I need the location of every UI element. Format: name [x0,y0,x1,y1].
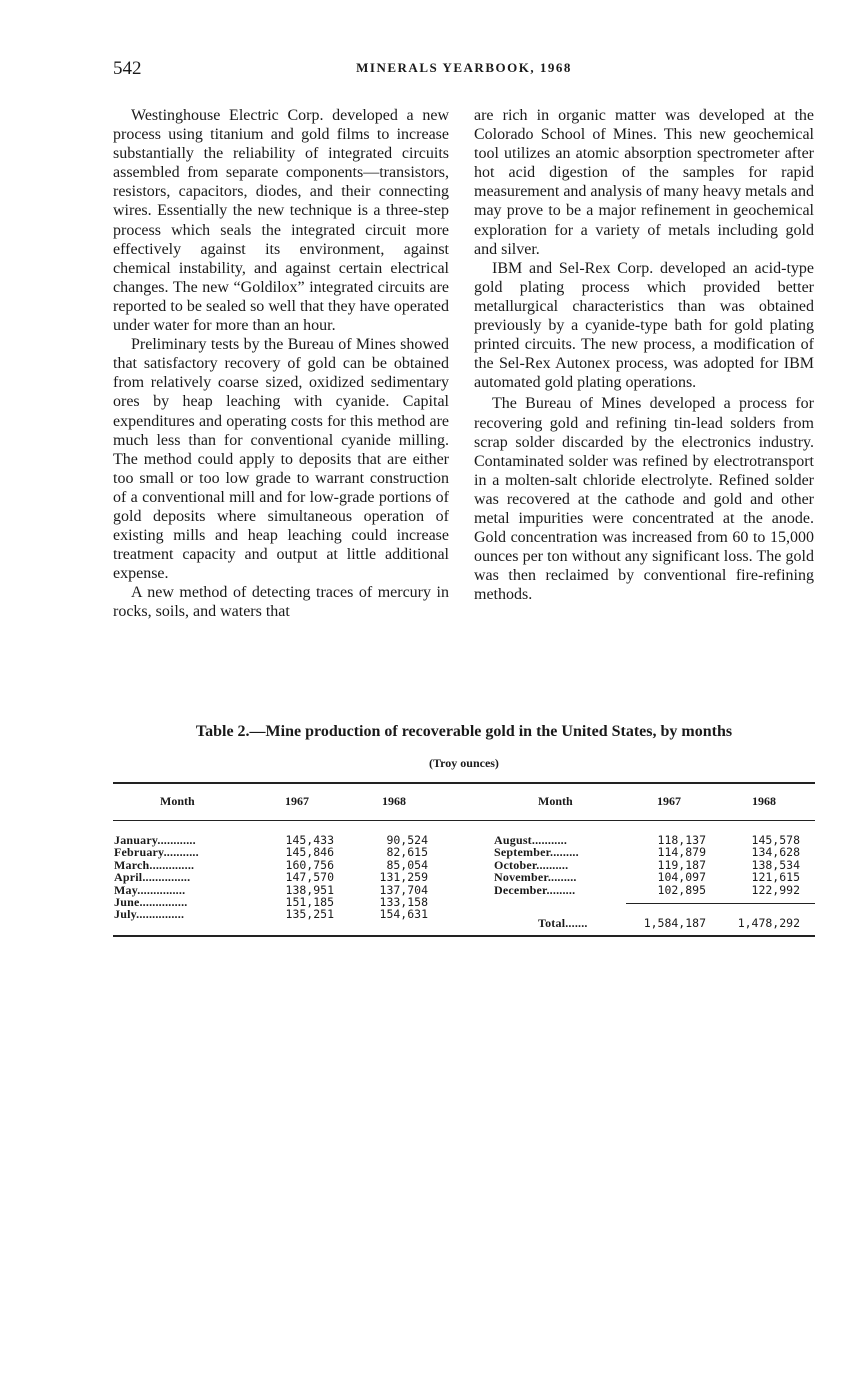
total-rule [626,903,815,904]
table-row-month: July............... [114,907,185,922]
table-cell-1968: 90,524 [386,833,428,847]
right-text-column [474,106,814,604]
page-header [113,58,815,80]
table-row-month: March.............. [114,857,195,872]
paragraph-westinghouse: Westinghouse Electric Corp. developed a new process using titanium and gold films to increase substantially the reliability of integrated circuits assembled from separate components—transistors, resistors, capacitors, diodes, and their connecting wires. Essentially the new technique is a three-step process which seals the integrated circuit more effectively against its environment, against chemical instability, and against certain electrical changes. The new “Goldilox” integrated circuits are reported to be sealed so well that they have operated under water for more than an hour. [113,107,449,335]
paragraph-heap-leaching: Preliminary tests by the Bureau of Mines showed that satisfactory recovery of gold can be obtained from relatively coarse sized, oxidized sedimentary ores by heap leaching with cyanide. Capital expenditures and operating costs for this method are much less than for conventional cyanide milling. The method could apply to deposits that are either too small or too low grade to warrant construction of a conventional mill and for low-grade portions of gold deposits where simultaneous operation of existing mills and heap leaching could increase treatment capacity and output at little additional expense. [113,336,449,583]
header-1967-left: 1967 [285,794,309,808]
table-cell-1968: 154,631 [379,907,428,922]
table-cell-1967: 145,846 [285,845,334,860]
table-cell-1967: 104,097 [657,870,706,885]
table-cell-1967: 147,570 [285,870,334,885]
header-month-left: Month [160,794,195,808]
table-row-month: June............... [114,895,188,909]
table-cell-1968: 82,615 [386,845,428,860]
header-month-right: Month [538,794,573,808]
header-1968-left: 1968 [382,794,406,808]
table-row-month: October.......... [494,857,569,872]
table-cell-1967: 135,251 [285,907,334,922]
total-label: Total....... [538,916,588,931]
total-1968: 1,478,292 [737,916,800,931]
table-cell-1968: 121,615 [751,870,800,885]
running-title: MINERALS YEARBOOK, 1968 [356,60,572,75]
table-row-month: August........... [494,833,568,847]
table-cell-1967: 151,185 [285,895,334,909]
table-cell-1968: 137,704 [379,882,428,897]
table-cell-1968: 133,158 [379,895,428,909]
table-row-month: December......... [494,882,576,897]
table-cell-1968: 134,628 [751,845,800,860]
page-number: 542 [113,58,142,79]
table-cell-1967: 114,879 [657,845,706,860]
paragraph-mercury-detection: A new method of detecting traces of mercury in rocks, soils, and waters that [113,584,449,621]
header-1967-right: 1967 [657,794,681,808]
paragraph-mercury-continued: are rich in organic matter was developed at the Colorado School of Mines. This new geochemical tool utilizes an atomic absorption spectrometer after hot acid digestion of the samples for rapid measurement and analysis of many heavy metals and may prove to be a major refinement in geochemical exploration for a variety of metals including gold and silver. [474,107,814,258]
table-row-month: April............... [114,870,191,885]
table-cell-1968: 145,578 [751,833,800,847]
header-1968-right: 1968 [752,794,776,808]
table-cell-1968: 122,992 [751,882,800,897]
table-cell-1968: 131,259 [379,870,428,885]
table-top-rule [113,782,815,784]
table-row-month: January............ [114,833,196,847]
table-cell-1968: 138,534 [751,857,800,872]
table-subtitle: (Troy ounces) [429,756,499,770]
table-cell-1967: 145,433 [285,833,334,847]
table-row-month: February........... [114,845,199,860]
paragraph-solder-refining: The Bureau of Mines developed a process for recovering gold and refining tin-lead solders from scrap solder discarded by the electronics industry. Contaminated solder was refined by electrotransport in a molten-salt chloride electrolyte. Refined solder was recovered at the cathode and gold and other metal impurities were concentrated at the anode. Gold concentration was increased from 60 to 15,000 ounces per ton without any significant loss. The gold was then reclaimed by conventional fire-refining methods. [474,395,814,604]
table-row-month: May............... [114,882,186,897]
table-cell-1967: 102,895 [657,882,706,897]
table-cell-1968: 85,054 [386,857,428,872]
table-row-month: September......... [494,845,579,860]
table-title: Table 2.—Mine production of recoverable gold in the United States, by months [195,723,733,740]
table-row-month: November......... [494,870,577,885]
table-cell-1967: 119,187 [657,857,706,872]
total-1967: 1,584,187 [643,916,706,931]
left-text-column [113,106,449,622]
table-bottom-rule [113,935,815,937]
table-cell-1967: 138,951 [285,882,334,897]
table-header-rule [113,820,815,821]
paragraph-ibm-selrex: IBM and Sel-Rex Corp. developed an acid-type gold plating process which provided better metallurgical characteristics than was obtained previously by a cyanide-type bath for gold plating printed circuits. The new process, a modification of the Sel-Rex Autonex process, was adopted for IBM automated gold plating operations. [474,259,814,392]
table-cell-1967: 160,756 [285,857,334,872]
table-cell-1967: 118,137 [657,833,706,847]
